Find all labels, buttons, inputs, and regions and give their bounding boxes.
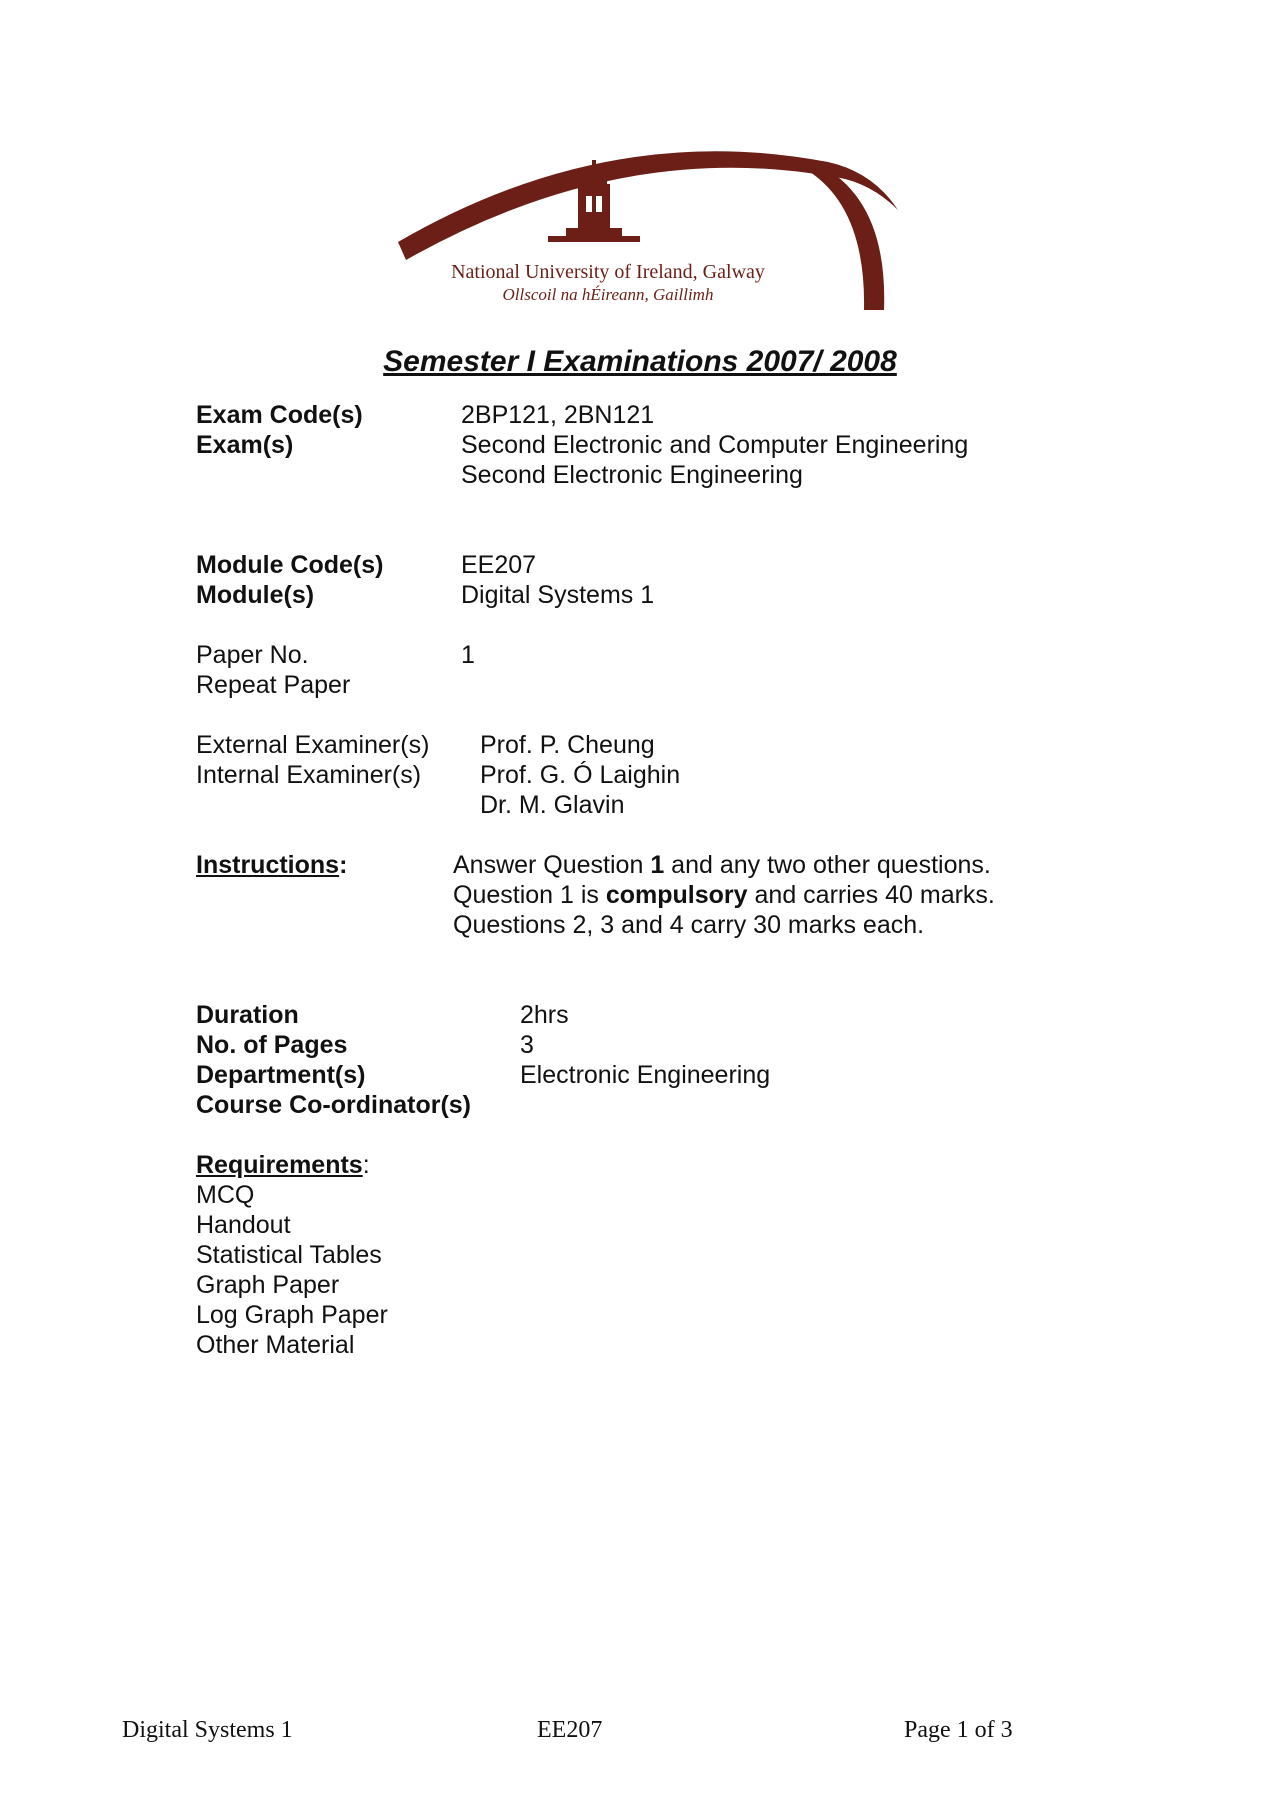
examiner-name-1: Prof. P. Cheung <box>480 731 655 759</box>
instructions-line-1b: 1 <box>650 851 665 879</box>
department-value: Electronic Engineering <box>520 1061 771 1089</box>
instructions-line-2 <box>453 880 995 910</box>
instructions-line-1c: and any two other questions. <box>664 851 991 879</box>
module-value: Digital Systems 1 <box>461 581 655 609</box>
module-label: Module(s) <box>196 581 315 609</box>
exams-value-1: Second Electronic and Computer Engineering <box>461 431 969 459</box>
instructions-line-2a: Question 1 is <box>453 881 606 909</box>
requirement-item: Log Graph Paper <box>196 1301 388 1329</box>
requirement-item: Handout <box>196 1211 291 1239</box>
instructions-line-1 <box>453 850 991 880</box>
exams-value-2: Second Electronic Engineering <box>461 461 803 489</box>
instructions-line-1a: Answer Question <box>453 851 651 879</box>
external-examiner-label: External Examiner(s) <box>196 731 430 759</box>
examiner-name-2: Prof. G. Ó Laighin <box>480 761 681 789</box>
department-label: Department(s) <box>196 1061 366 1089</box>
exams-label: Exam(s) <box>196 431 294 459</box>
paper-no-value: 1 <box>461 641 475 669</box>
duration-value: 2hrs <box>520 1001 569 1029</box>
requirements-colon: : <box>362 1151 370 1179</box>
logo-name-irish: Ollscoil na hÉireann, Gaillimh <box>502 285 714 304</box>
instructions-line-2c: and carries 40 marks. <box>747 881 995 909</box>
exam-title: Semester I Examinations 2007/ 2008 <box>383 345 897 378</box>
paper-no-label: Paper No. <box>196 641 309 669</box>
instructions-line-3: Questions 2, 3 and 4 carry 30 marks each. <box>453 911 925 939</box>
module-code-value: EE207 <box>461 551 537 579</box>
instructions-label: Instructions <box>196 851 340 879</box>
module-code-label: Module Code(s) <box>196 551 384 579</box>
internal-examiner-label: Internal Examiner(s) <box>196 761 422 789</box>
duration-label: Duration <box>196 1001 299 1029</box>
exam-code-value: 2BP121, 2BN121 <box>461 401 655 429</box>
logo-name: National University of Ireland, Galway <box>451 261 765 283</box>
footer-module-code: EE207 <box>537 1717 603 1743</box>
exam-code-label: Exam Code(s) <box>196 401 363 429</box>
university-logo <box>398 150 898 320</box>
pages-value: 3 <box>520 1031 534 1059</box>
requirement-item: MCQ <box>196 1181 255 1209</box>
requirement-item: Statistical Tables <box>196 1241 382 1269</box>
requirement-item: Graph Paper <box>196 1271 340 1299</box>
footer-module-name: Digital Systems 1 <box>122 1717 293 1743</box>
requirement-item: Other Material <box>196 1331 355 1359</box>
requirements-label: Requirements <box>196 1151 363 1179</box>
instructions-heading <box>196 850 347 880</box>
requirements-heading <box>196 1150 370 1180</box>
pages-label: No. of Pages <box>196 1031 348 1059</box>
footer-page-number: Page 1 of 3 <box>904 1717 1013 1743</box>
instructions-colon: : <box>339 851 348 879</box>
examiner-name-3: Dr. M. Glavin <box>480 791 625 819</box>
course-coordinator-label: Course Co-ordinator(s) <box>196 1091 471 1119</box>
repeat-paper-label: Repeat Paper <box>196 671 351 699</box>
instructions-line-2b: compulsory <box>605 881 748 909</box>
